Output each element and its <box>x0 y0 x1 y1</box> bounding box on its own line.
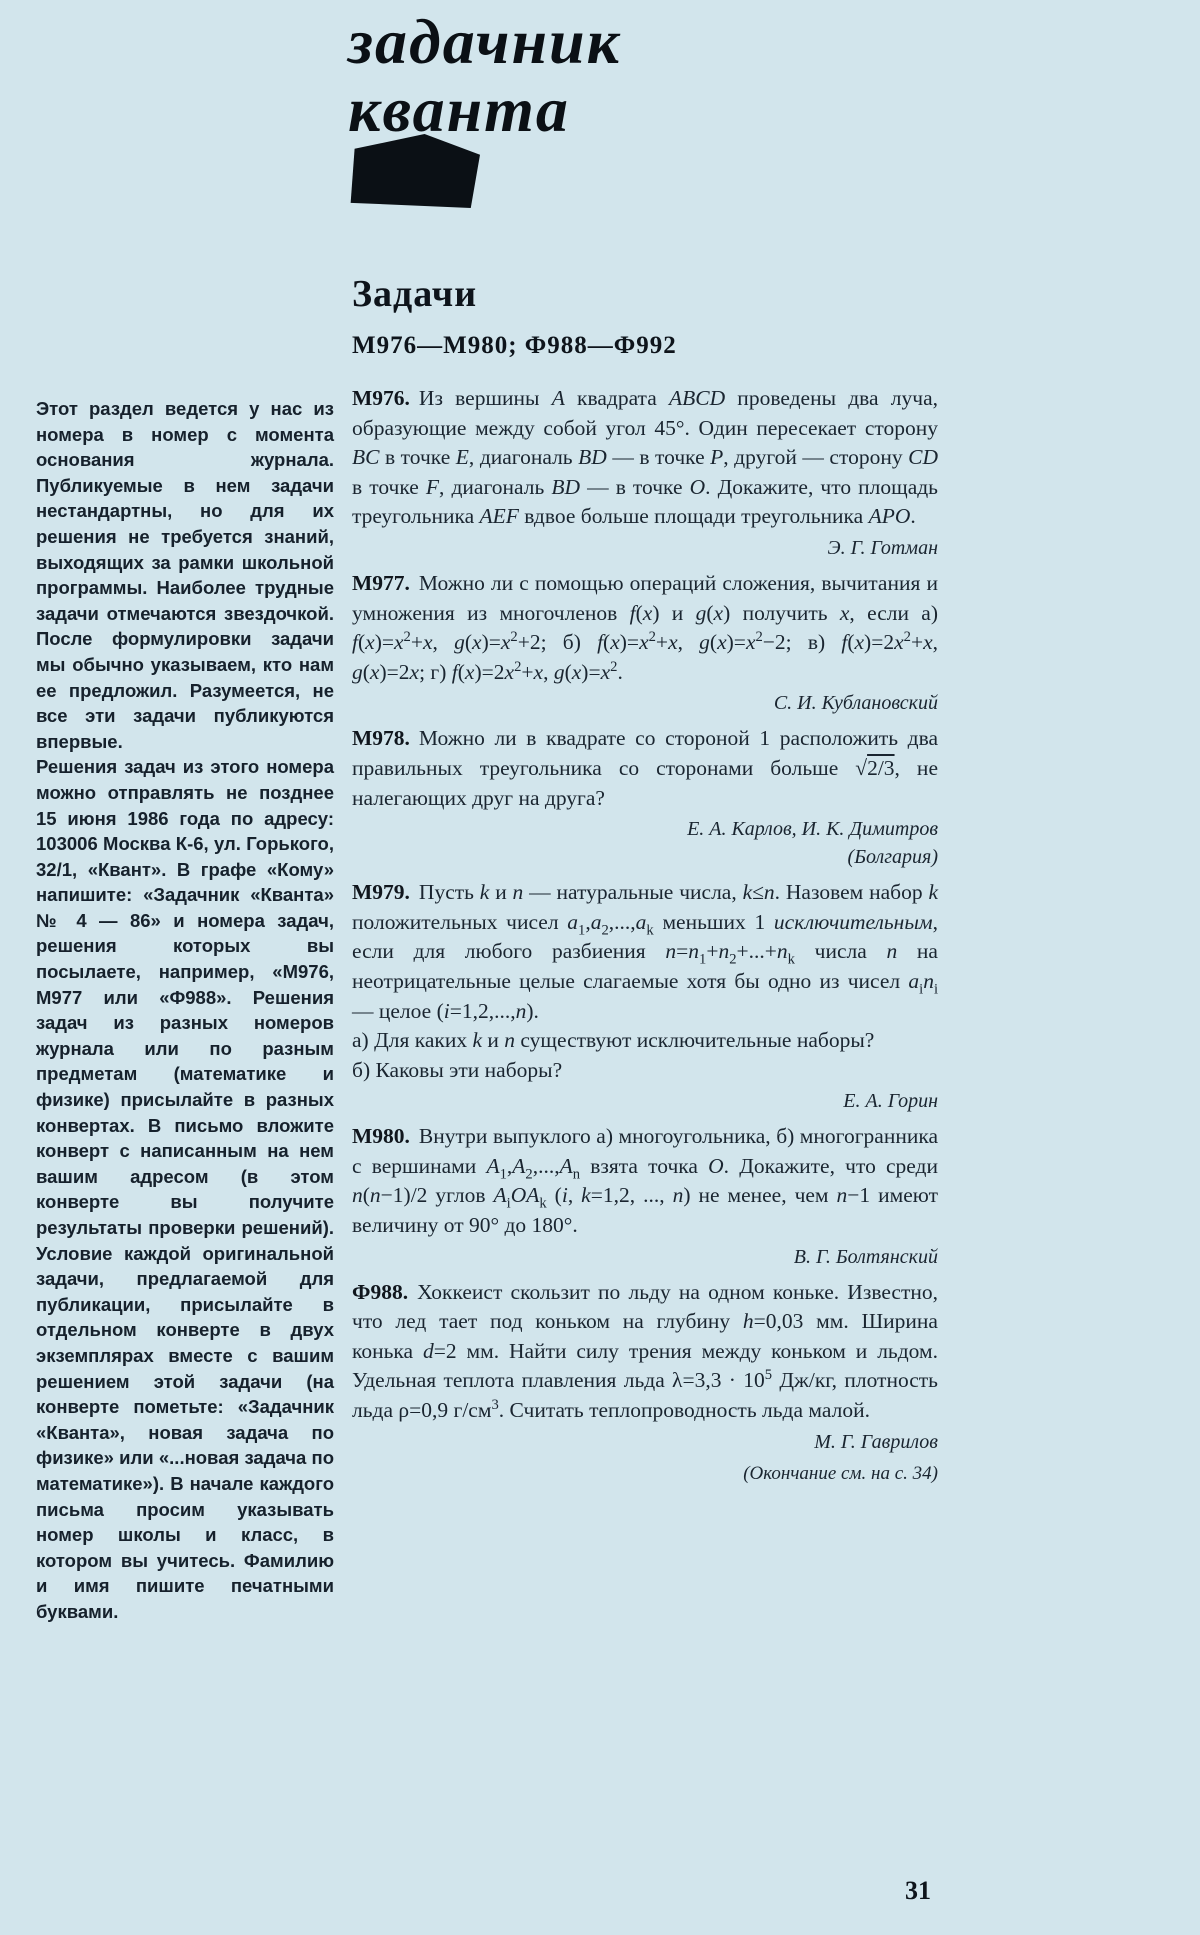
problem-author: Э. Г. Готман <box>827 536 938 559</box>
problem-body: Пусть k и n — натуральные числа, k≤n. Назовем набор k положительных чисел $a_1,a_2,...,a_k$ меньших 1 исключительным, если для любого разбиения $n=n_1+n_2+...+n_k$ числа n на неотрицательные целые слагаемые хотя бы одно из чисел $a_in_i$ — целое (i=1,2,...,n). а) Для каких k и n существуют исключительные наборы? б) Каковы эти наборы? <box>352 880 938 1082</box>
problems-column <box>352 272 938 1493</box>
logo-second-line <box>348 74 768 228</box>
logo-ink-blob <box>348 134 480 208</box>
problem-author: В. Г. Болтянский <box>793 1245 938 1268</box>
problem-author: С. И. Кублановский <box>773 692 938 715</box>
logo-text-kvanta: кванта <box>348 74 570 145</box>
problem-m978 <box>352 724 938 870</box>
problem-f988 <box>352 1278 938 1485</box>
problem-text <box>352 1122 938 1240</box>
logo-text-zadachnik: задачник <box>348 6 622 77</box>
editorial-sidebar <box>36 396 334 1625</box>
problem-body: Из вершины A квадрата ABCD проведены два луча, образующие между собой угол 45°. Один пересекает сторону BC в точке E, диагональ BD — в точке P, другой — сторону CD в точке F, диагональ BD — в точке O. Докажите, что площадь треугольника AEF вдвое больше площади треугольника APO. <box>352 386 938 529</box>
problem-m980 <box>352 1122 938 1269</box>
problem-number: М976. <box>352 386 410 410</box>
page-number: 31 <box>905 1876 931 1905</box>
problem-text <box>352 1278 938 1426</box>
problem-number: Ф988. <box>352 1279 409 1304</box>
sidebar-paragraph-submission: Решения задач из этого номера можно отправлять не позднее 15 июня 1986 года по адресу: 103006 Москва К-6, ул. Горького, 32/1, «Квант». В графе «Кому» напишите: «Задачник «Кванта» № 4 — 86» и номера задач, решения которых вы посылаете, например, «М976, М977 или «Ф988». Решения задач из разных номеров журнала или по разным предметам (математике и физике) присылайте в разных конвертах. В письмо вложите конверт с написанным на нем вашим адресом (в этом конверте вы получите результаты проверки решений). Условие каждой оригинальной задачи, предлагаемой для публикации, присылайте в отдельном конверте в двух экземплярах вместе с вашим решением этой задачи (на конверте пометьте: «Задачник «Кванта», новая задача по физике» или «...новая задача по математике»). В начале каждого письма просим указывать номер школы и класс, в котором вы учитесь. Фамилию и имя пишите печатными буквами. <box>36 756 334 1622</box>
problem-m977 <box>352 569 938 716</box>
problem-body: Внутри выпуклого а) многоугольника, б) многогранника с вершинами $A_1,A_2,...,A_n$ взята точка O. Докажите, что среди n(n−1)/2 углов $A_iOA_k$ (i, k=1,2, ..., n) не менее, чем n−1 имеют величину от 90° до 180°. <box>352 1124 938 1238</box>
problem-m979 <box>352 878 938 1114</box>
problem-text <box>352 724 938 813</box>
problem-text <box>352 384 938 532</box>
problem-body: Можно ли в квадрате со стороной 1 расположить два правильных треугольника со сторонами больше √2/3, не налегающих друг на друга? <box>352 726 938 810</box>
problem-body: Хоккеист скользит по льду на одном коньке. Известно, что лед тает под коньком на глубину h=0,03 мм. Ширина конька d=2 мм. Найти силу трения между коньком и льдом. Удельная теплота плавления льда $\lambda=3,3 \cdot 10^5$ Дж/кг, плотность льда ρ=0,9 $г/см^3$. Считать теплопроводность льда малой. <box>352 1279 938 1423</box>
problem-author-country: (Болгария) <box>847 846 938 869</box>
problem-author: М. Г. Гаврилов <box>814 1430 938 1453</box>
problem-number: М977. <box>352 570 410 595</box>
problem-m976 <box>352 384 938 561</box>
kvant-problem-book-logo <box>348 6 768 228</box>
problem-author: Е. А. Карлов, И. К. Димитров <box>687 818 938 841</box>
problem-text <box>352 569 938 687</box>
continuation-note: (Окончание см. на с. 34) <box>743 1462 938 1484</box>
sidebar-paragraph-intro: Этот раздел ведется у нас из номера в номер с момента основания журнала. Публикуемые в нем задачи нестандартны, но для их решения не требуется знаний, выходящих за рамки школьной программы. Наиболее трудные задачи отмечаются звездочкой. После формулировки задачи мы обычно указываем, кто нам ее предложил. Разумеется, не все эти задачи публикуются впервые. <box>36 398 334 752</box>
problem-body: Можно ли с помощью операций сложения, вычитания и умножения из многочленов f(x) и g(x) получить x, если а) $f(x)=x^2+x$, $g(x)=x^2+2$; б) $f(x)=x^2+x$, $g(x)=x^2-2$; в) $f(x)=2x^2+x$, g(x)=2x; г) $f(x)=2x^2+x$, $g(x)=x^2$. <box>352 570 938 684</box>
problem-number: М978. <box>352 726 410 751</box>
section-title: Задачи <box>352 273 478 315</box>
problem-number: М979. <box>352 880 410 905</box>
problem-text <box>352 878 938 1085</box>
problem-author: Е. А. Горин <box>843 1090 938 1113</box>
problem-range: М976—М980; Ф988—Ф992 <box>352 332 677 359</box>
problem-number: М980. <box>352 1124 410 1149</box>
